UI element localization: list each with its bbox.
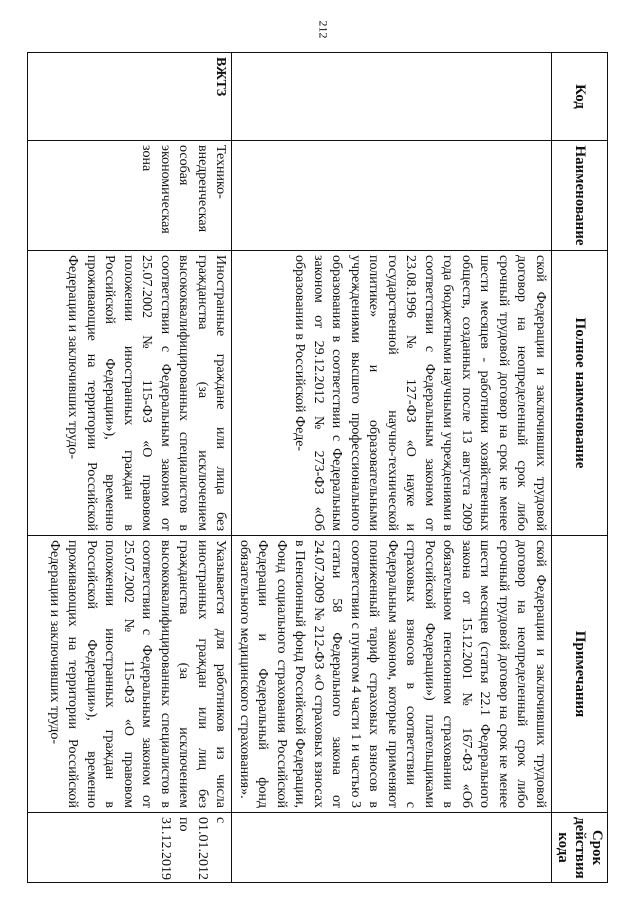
cell-notes: ской Федерации и заключивших трудовой договор на неопределенный срок либо срочный трудовой договор на срок не менее шести месяцев (статья 22.1 Федерального закона от 15.12.2001 № 167-ФЗ «Об обязательном пенсионном страховании в Российской Федерации») плательщиками страховых взносов в соответствии с Федеральным законом, которые применяют пониженный тариф страховых взносов в соответствии с пунктом 4 части 1 и частью 3 статьи 58 Федерального закона от 24.07.2009 № 212-ФЗ «О страховых взносах в Пенсионный фонд Российской Федерации, Фонд социального страхования Российской Федерации и Федеральный фонд обязательного медицинского страхования». (232, 536, 552, 813)
cell-term: с 01.01.2012 по 31.12.2019 (28, 813, 232, 883)
cell-code: ВЖТЗ (28, 53, 232, 141)
page-number: 212 (316, 20, 331, 39)
codes-table (28, 52, 609, 883)
header-notes: Примечания (552, 536, 608, 813)
cell-code (232, 53, 552, 141)
header-full-name: Полное наименование (552, 251, 608, 536)
cell-name: Технико-внедренческая особая экономическая зона (28, 141, 232, 251)
table-row (232, 53, 552, 883)
rotated-table-container (47, 52, 608, 882)
cell-full-name: Иностранные граждане или лица без гражданства (за исключением высококвалифицированных специалистов в соответствии с Федеральным законом от 25.07.2002 № 115-ФЗ «О правовом положении иностранных граждан в Российской Федерации»), временно проживающие на территории Российской Федерации и заключивших трудо- (28, 251, 232, 536)
header-code: Код (552, 53, 608, 141)
cell-full-name: ской Федерации и заключивших трудовой договор на неопределенный срок либо срочный трудовой договор на срок не менее шести месяцев - работники хозяйственных обществ, созданных после 13 августа 2009 года бюджетными научными учреждениями в соответствии с Федеральным законом от 23.08.1996 № 127-ФЗ «О науке и государственной научно-технической политике» и образовательными учреждениями высшего профессионального образования в соответствии с Федеральным законом от 29.12.2012 № 273-ФЗ «Об образовании в Российской Феде- (232, 251, 552, 536)
table-header-row (552, 53, 608, 883)
header-term: Срок действия кода (552, 813, 608, 883)
header-name: Наименование (552, 141, 608, 251)
cell-notes: Указывается для работников из числа иностранных граждан или лиц без гражданства (за исключением высококвалифицированных специалистов в соответствии с Федеральным законом от 25.07.2002 № 115-ФЗ «О правовом положении иностранных граждан в Российской Федерации»), временно проживающих на территории Российской Федерации и заключивших трудо- (28, 536, 232, 813)
table-row (28, 53, 232, 883)
cell-term (232, 813, 552, 883)
cell-name (232, 141, 552, 251)
